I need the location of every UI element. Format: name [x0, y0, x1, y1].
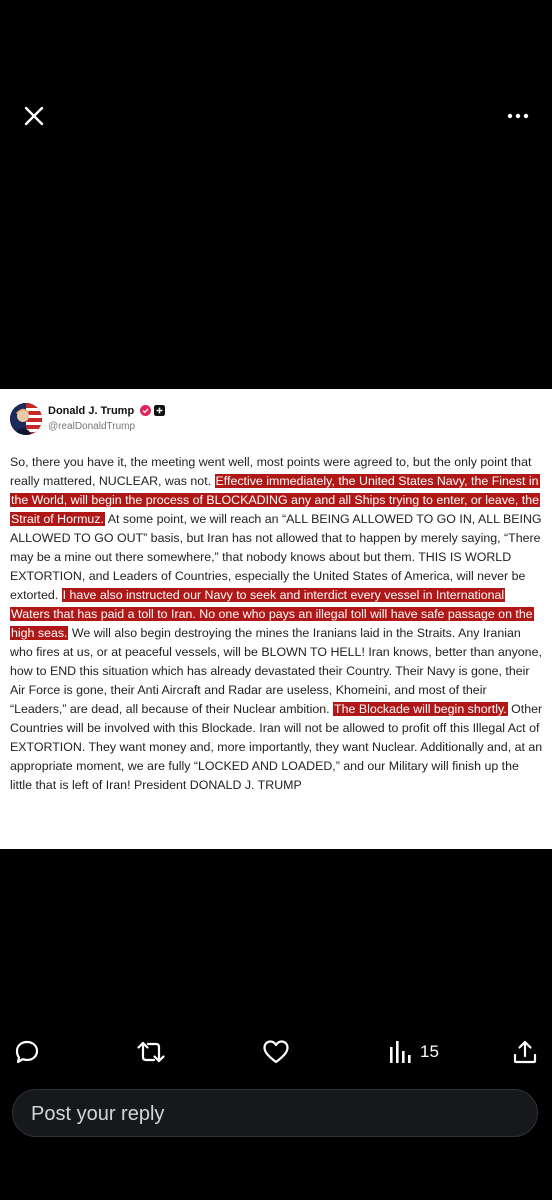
author-handle: @realDonaldTrump	[48, 421, 136, 432]
share-button[interactable]	[512, 1038, 538, 1066]
views-icon	[388, 1039, 412, 1065]
reply-button[interactable]	[14, 1038, 40, 1066]
highlighted-text: The Blockade will begin shortly.	[334, 702, 507, 716]
post-image[interactable]	[0, 389, 552, 849]
like-icon	[262, 1039, 290, 1065]
reply-icon	[14, 1039, 40, 1065]
more-icon	[506, 104, 530, 128]
verified-badge-icon	[140, 405, 151, 416]
author-name: Donald J. Trump	[48, 405, 165, 419]
more-options-button[interactable]	[506, 104, 530, 128]
views-button[interactable]	[388, 1038, 439, 1066]
body-text: Other Countries will be involved with this Blockade. Iran will not be allowed to profit off this Illegal Act of EXTORTION. They want money and, more importantly, they want Nuclear. Additionally and, at an appropriate moment, we are fully “LOCKED AND LOADED,” and our Military will finish up the little that is left of Iran! President DONALD J. TRUMP	[10, 702, 543, 792]
avatar	[10, 403, 42, 435]
highlighted-text: Effective immediately, the United States Navy, the Finest in the World, will begin the process of BLOCKADING any and all Ships trying to enter, or leave, the Strait of Hormuz.	[11, 474, 540, 526]
reply-input[interactable]	[29, 1090, 523, 1138]
top-bar	[0, 0, 552, 230]
avatar-flag-icon	[10, 403, 42, 435]
action-bar	[0, 1030, 552, 1074]
highlighted-text: I have also instructed our Navy to seek and interdict every vessel in International Waters that has paid a toll to Iran. No one who pays an illegal toll will have safe passage on the high seas.	[11, 588, 533, 640]
body-text: So, there you have it, the meeting went well, most points were agreed to, but the only point that really mattered, NUCLEAR, was not.	[10, 455, 532, 488]
repost-icon	[136, 1039, 166, 1065]
reply-box[interactable]	[12, 1089, 538, 1137]
view-count: 15	[420, 1042, 439, 1061]
close-button[interactable]	[22, 104, 46, 128]
post-body-text	[10, 453, 544, 795]
close-icon	[22, 104, 46, 128]
affiliate-badge-icon	[154, 405, 165, 416]
body-text: At some point, we will reach an “ALL BEING ALLOWED TO GO IN, ALL BEING ALLOWED TO GO OUT” basis, but Iran has not allowed that to happen by merely saying, “There may be a mine out there somewhere,” that nobody knows about but them. THIS IS WORLD EXTORTION, and Leaders of Countries, especially the United States of America, will never be extorted.	[10, 512, 542, 602]
share-icon	[512, 1039, 538, 1065]
post-author	[10, 403, 540, 439]
repost-button[interactable]	[136, 1038, 166, 1066]
body-text: We will also begin destroying the mines the Iranians laid in the Straits. Any Iranian who fires at us, or at peaceful vessels, will be BLOWN TO HELL! Iran knows, better than anyone, how to END this situation which has already devastated their Country. Their Navy is gone, their Air Force is gone, their Anti Aircraft and Radar are useless, Khomeini, and most of their “Leaders,” are dead, all because of their Nuclear ambition.	[10, 626, 542, 716]
like-button[interactable]	[262, 1038, 290, 1066]
